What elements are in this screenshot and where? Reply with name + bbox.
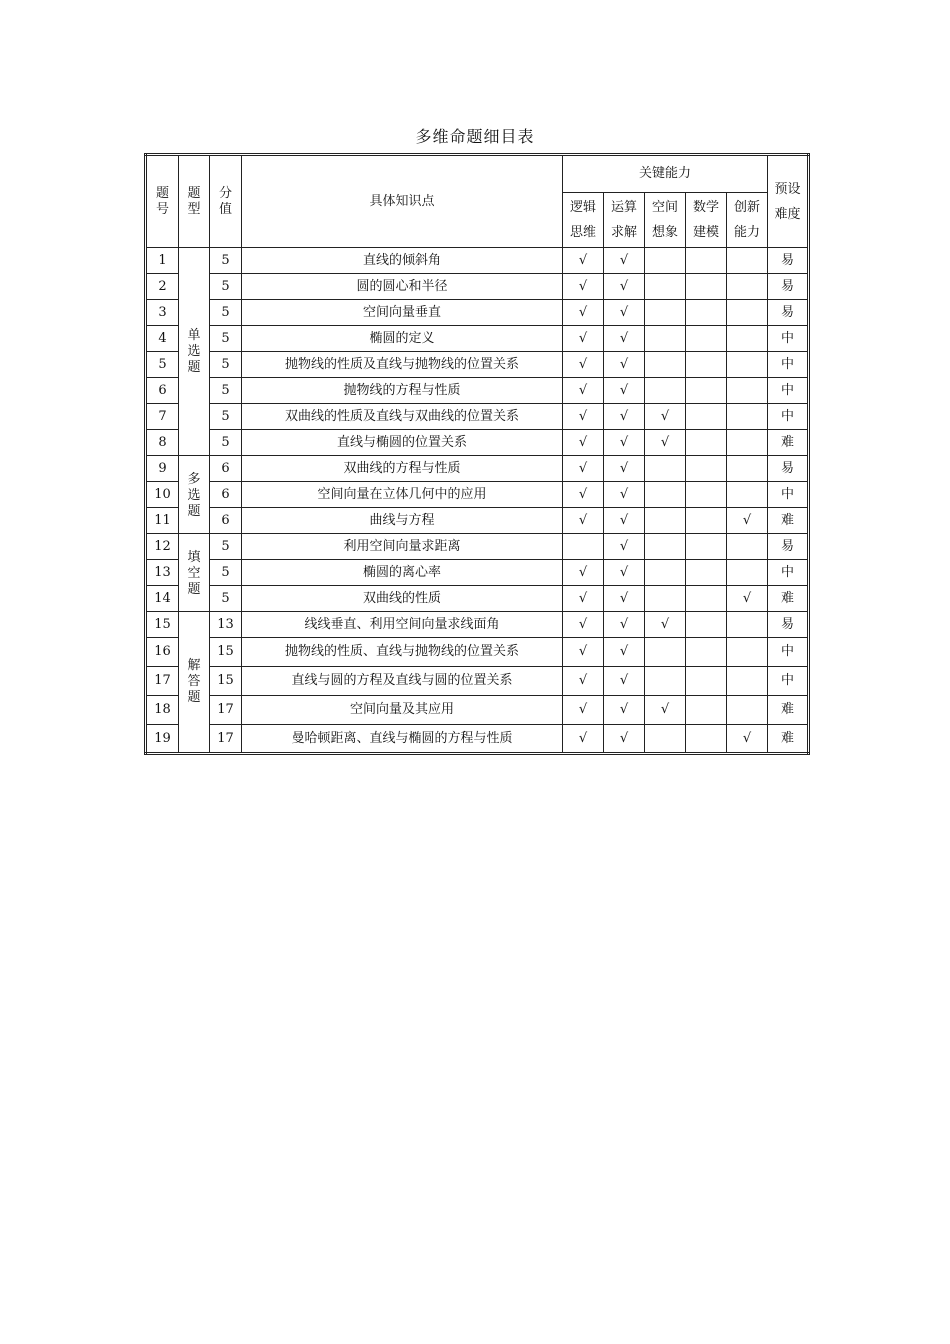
- ability-cell-logic: [563, 586, 604, 612]
- row-difficulty: 中: [768, 326, 809, 352]
- row-difficulty: 中: [768, 404, 809, 430]
- row-number: 8: [146, 430, 179, 456]
- check-mark: √: [619, 408, 629, 424]
- row-knowledge: 双曲线的性质及直线与双曲线的位置关系: [242, 404, 563, 430]
- ability-cell-model: [686, 560, 727, 586]
- check-mark: √: [742, 730, 752, 746]
- row-knowledge: 双曲线的性质: [242, 586, 563, 612]
- ability-cell-innov: [727, 404, 768, 430]
- header-knowledge: 具体知识点: [242, 155, 563, 248]
- ability-cell-logic: [563, 725, 604, 754]
- row-number: 14: [146, 586, 179, 612]
- table-row: [146, 696, 809, 725]
- row-number: 1: [146, 248, 179, 274]
- ability-cell-logic: [563, 612, 604, 638]
- check-mark: √: [578, 460, 588, 476]
- ability-cell-space: [645, 300, 686, 326]
- ability-cell-model: [686, 326, 727, 352]
- row-number: 16: [146, 638, 179, 667]
- check-mark: √: [660, 408, 670, 424]
- ability-cell-innov: [727, 430, 768, 456]
- ability-cell-calc: [604, 248, 645, 274]
- ability-cell-space: [645, 456, 686, 482]
- row-difficulty: 难: [768, 508, 809, 534]
- ability-cell-model: [686, 612, 727, 638]
- ability-cell-model: [686, 274, 727, 300]
- ability-cell-logic: [563, 300, 604, 326]
- ability-cell-calc: [604, 352, 645, 378]
- table-row: [146, 404, 809, 430]
- check-mark: √: [578, 330, 588, 346]
- row-score: 5: [210, 404, 242, 430]
- header-score: 分值: [210, 155, 242, 248]
- row-score: 5: [210, 352, 242, 378]
- ability-cell-calc: [604, 300, 645, 326]
- check-mark: √: [619, 702, 629, 718]
- ability-cell-space: [645, 696, 686, 725]
- check-mark: √: [619, 538, 629, 554]
- ability-cell-innov: [727, 456, 768, 482]
- row-score: 5: [210, 300, 242, 326]
- check-mark: √: [578, 278, 588, 294]
- check-mark: √: [578, 730, 588, 746]
- ability-cell-innov: [727, 326, 768, 352]
- row-score: 6: [210, 482, 242, 508]
- check-mark: √: [742, 512, 752, 528]
- row-knowledge: 直线的倾斜角: [242, 248, 563, 274]
- ability-cell-model: [686, 300, 727, 326]
- row-number: 7: [146, 404, 179, 430]
- ability-cell-space: [645, 326, 686, 352]
- ability-cell-calc: [604, 508, 645, 534]
- ability-cell-calc: [604, 638, 645, 667]
- ability-cell-calc: [604, 612, 645, 638]
- page-title: 多维命题细目表: [415, 127, 535, 146]
- ability-cell-calc: [604, 404, 645, 430]
- ability-cell-calc: [604, 534, 645, 560]
- row-score: 6: [210, 456, 242, 482]
- check-mark: √: [619, 644, 629, 660]
- table-row: [146, 612, 809, 638]
- question-type: 单选题: [179, 248, 210, 456]
- check-mark: √: [619, 512, 629, 528]
- ability-cell-model: [686, 725, 727, 754]
- row-knowledge: 直线与椭圆的位置关系: [242, 430, 563, 456]
- question-type: 解答题: [179, 612, 210, 754]
- ability-cell-model: [686, 696, 727, 725]
- ability-cell-logic: [563, 508, 604, 534]
- check-mark: √: [578, 512, 588, 528]
- row-number: 9: [146, 456, 179, 482]
- row-number: 5: [146, 352, 179, 378]
- row-number: 6: [146, 378, 179, 404]
- row-number: 10: [146, 482, 179, 508]
- check-mark: √: [619, 330, 629, 346]
- table-row: [146, 300, 809, 326]
- question-type: 填空题: [179, 534, 210, 612]
- row-knowledge: 空间向量垂直: [242, 300, 563, 326]
- ability-cell-space: [645, 560, 686, 586]
- header-type: 题型: [179, 155, 210, 248]
- check-mark: √: [660, 434, 670, 450]
- ability-cell-space: [645, 404, 686, 430]
- question-type: 多选题: [179, 456, 210, 534]
- check-mark: √: [619, 673, 629, 689]
- ability-cell-innov: [727, 378, 768, 404]
- row-number: 2: [146, 274, 179, 300]
- header-ability-innov: 创新能力: [727, 193, 768, 248]
- ability-cell-space: [645, 586, 686, 612]
- row-difficulty: 难: [768, 430, 809, 456]
- ability-cell-innov: [727, 612, 768, 638]
- row-knowledge: 曲线与方程: [242, 508, 563, 534]
- row-difficulty: 难: [768, 725, 809, 754]
- row-difficulty: 难: [768, 696, 809, 725]
- header-no: 题号: [146, 155, 179, 248]
- check-mark: √: [578, 252, 588, 268]
- ability-cell-calc: [604, 456, 645, 482]
- check-mark: √: [619, 590, 629, 606]
- ability-cell-logic: [563, 430, 604, 456]
- check-mark: √: [578, 356, 588, 372]
- ability-cell-space: [645, 612, 686, 638]
- table-row: [146, 456, 809, 482]
- ability-cell-logic: [563, 560, 604, 586]
- check-mark: √: [619, 434, 629, 450]
- row-score: 6: [210, 508, 242, 534]
- ability-cell-innov: [727, 586, 768, 612]
- row-score: 15: [210, 638, 242, 667]
- ability-cell-model: [686, 508, 727, 534]
- check-mark: √: [619, 278, 629, 294]
- ability-cell-model: [686, 456, 727, 482]
- ability-cell-logic: [563, 667, 604, 696]
- ability-cell-model: [686, 534, 727, 560]
- ability-cell-innov: [727, 274, 768, 300]
- check-mark: √: [619, 486, 629, 502]
- ability-cell-model: [686, 378, 727, 404]
- table-row: [146, 560, 809, 586]
- check-mark: √: [619, 616, 629, 632]
- ability-cell-calc: [604, 274, 645, 300]
- table-row: [146, 274, 809, 300]
- ability-cell-calc: [604, 430, 645, 456]
- check-mark: √: [578, 304, 588, 320]
- ability-cell-calc: [604, 560, 645, 586]
- row-score: 5: [210, 326, 242, 352]
- row-number: 17: [146, 667, 179, 696]
- ability-cell-innov: [727, 534, 768, 560]
- row-knowledge: 抛物线的性质及直线与抛物线的位置关系: [242, 352, 563, 378]
- row-score: 5: [210, 378, 242, 404]
- ability-cell-innov: [727, 725, 768, 754]
- row-number: 3: [146, 300, 179, 326]
- row-difficulty: 易: [768, 612, 809, 638]
- row-score: 5: [210, 534, 242, 560]
- ability-cell-innov: [727, 352, 768, 378]
- ability-cell-calc: [604, 586, 645, 612]
- table-row: [146, 430, 809, 456]
- check-mark: √: [578, 564, 588, 580]
- row-number: 11: [146, 508, 179, 534]
- ability-cell-space: [645, 508, 686, 534]
- check-mark: √: [619, 564, 629, 580]
- row-number: 18: [146, 696, 179, 725]
- check-mark: √: [578, 486, 588, 502]
- ability-cell-space: [645, 274, 686, 300]
- row-knowledge: 空间向量及其应用: [242, 696, 563, 725]
- row-score: 15: [210, 667, 242, 696]
- ability-cell-logic: [563, 482, 604, 508]
- row-difficulty: 中: [768, 638, 809, 667]
- ability-cell-model: [686, 404, 727, 430]
- header-ability-space: 空间想象: [645, 193, 686, 248]
- table-row: [146, 638, 809, 667]
- ability-cell-space: [645, 667, 686, 696]
- row-difficulty: 易: [768, 248, 809, 274]
- row-difficulty: 难: [768, 586, 809, 612]
- ability-cell-logic: [563, 696, 604, 725]
- ability-cell-calc: [604, 378, 645, 404]
- row-knowledge: 圆的圆心和半径: [242, 274, 563, 300]
- row-knowledge: 抛物线的方程与性质: [242, 378, 563, 404]
- ability-cell-logic: [563, 248, 604, 274]
- row-knowledge: 利用空间向量求距离: [242, 534, 563, 560]
- row-knowledge: 抛物线的性质、直线与抛物线的位置关系: [242, 638, 563, 667]
- ability-cell-space: [645, 725, 686, 754]
- ability-cell-innov: [727, 638, 768, 667]
- specification-table: [144, 153, 810, 755]
- ability-cell-space: [645, 248, 686, 274]
- table-row: [146, 508, 809, 534]
- table-row: [146, 534, 809, 560]
- table-row: [146, 667, 809, 696]
- row-number: 12: [146, 534, 179, 560]
- ability-cell-logic: [563, 456, 604, 482]
- row-difficulty: 易: [768, 300, 809, 326]
- row-knowledge: 空间向量在立体几何中的应用: [242, 482, 563, 508]
- check-mark: √: [578, 434, 588, 450]
- ability-cell-innov: [727, 248, 768, 274]
- check-mark: √: [578, 382, 588, 398]
- ability-cell-logic: [563, 326, 604, 352]
- row-difficulty: 中: [768, 667, 809, 696]
- ability-cell-logic: [563, 404, 604, 430]
- ability-cell-logic: [563, 352, 604, 378]
- row-difficulty: 中: [768, 560, 809, 586]
- header-ability-logic: 逻辑思维: [563, 193, 604, 248]
- table-row: [146, 378, 809, 404]
- ability-cell-innov: [727, 482, 768, 508]
- header-difficulty: 预设难度: [768, 155, 809, 248]
- ability-cell-calc: [604, 696, 645, 725]
- ability-cell-model: [686, 482, 727, 508]
- ability-cell-model: [686, 248, 727, 274]
- row-number: 15: [146, 612, 179, 638]
- check-mark: √: [619, 460, 629, 476]
- table-row: [146, 725, 809, 754]
- row-difficulty: 易: [768, 274, 809, 300]
- ability-cell-calc: [604, 326, 645, 352]
- row-difficulty: 中: [768, 482, 809, 508]
- ability-cell-logic: [563, 378, 604, 404]
- check-mark: √: [578, 590, 588, 606]
- ability-cell-innov: [727, 508, 768, 534]
- row-score: 5: [210, 560, 242, 586]
- table-row: [146, 482, 809, 508]
- row-difficulty: 易: [768, 534, 809, 560]
- table-row: [146, 326, 809, 352]
- ability-cell-model: [686, 667, 727, 696]
- table-row: [146, 586, 809, 612]
- ability-cell-logic: [563, 534, 604, 560]
- ability-cell-calc: [604, 725, 645, 754]
- row-number: 19: [146, 725, 179, 754]
- check-mark: √: [578, 702, 588, 718]
- check-mark: √: [578, 616, 588, 632]
- check-mark: √: [578, 644, 588, 660]
- row-difficulty: 中: [768, 378, 809, 404]
- ability-cell-space: [645, 378, 686, 404]
- ability-cell-innov: [727, 667, 768, 696]
- ability-cell-model: [686, 352, 727, 378]
- header-ability-calc: 运算求解: [604, 193, 645, 248]
- check-mark: √: [742, 590, 752, 606]
- check-mark: √: [619, 356, 629, 372]
- ability-cell-model: [686, 430, 727, 456]
- row-difficulty: 易: [768, 456, 809, 482]
- row-score: 17: [210, 725, 242, 754]
- row-score: 5: [210, 586, 242, 612]
- header-ability-group: 关键能力: [563, 155, 768, 193]
- ability-cell-logic: [563, 638, 604, 667]
- ability-cell-space: [645, 534, 686, 560]
- check-mark: √: [619, 252, 629, 268]
- check-mark: √: [619, 730, 629, 746]
- ability-cell-space: [645, 482, 686, 508]
- check-mark: √: [619, 382, 629, 398]
- check-mark: √: [660, 616, 670, 632]
- ability-cell-model: [686, 638, 727, 667]
- row-number: 4: [146, 326, 179, 352]
- row-knowledge: 椭圆的定义: [242, 326, 563, 352]
- row-score: 5: [210, 248, 242, 274]
- table-row: [146, 248, 809, 274]
- ability-cell-innov: [727, 696, 768, 725]
- check-mark: √: [619, 304, 629, 320]
- row-difficulty: 中: [768, 352, 809, 378]
- row-knowledge: 直线与圆的方程及直线与圆的位置关系: [242, 667, 563, 696]
- row-score: 17: [210, 696, 242, 725]
- ability-cell-model: [686, 586, 727, 612]
- row-knowledge: 椭圆的离心率: [242, 560, 563, 586]
- row-score: 5: [210, 274, 242, 300]
- ability-cell-innov: [727, 560, 768, 586]
- row-number: 13: [146, 560, 179, 586]
- row-knowledge: 双曲线的方程与性质: [242, 456, 563, 482]
- row-score: 13: [210, 612, 242, 638]
- ability-cell-calc: [604, 667, 645, 696]
- check-mark: √: [578, 673, 588, 689]
- row-knowledge: 线线垂直、利用空间向量求线面角: [242, 612, 563, 638]
- row-knowledge: 曼哈顿距离、直线与椭圆的方程与性质: [242, 725, 563, 754]
- ability-cell-space: [645, 352, 686, 378]
- header-ability-model: 数学建模: [686, 193, 727, 248]
- ability-cell-calc: [604, 482, 645, 508]
- ability-cell-space: [645, 430, 686, 456]
- ability-cell-logic: [563, 274, 604, 300]
- row-score: 5: [210, 430, 242, 456]
- ability-cell-space: [645, 638, 686, 667]
- table-row: [146, 352, 809, 378]
- check-mark: √: [578, 408, 588, 424]
- check-mark: √: [660, 702, 670, 718]
- ability-cell-innov: [727, 300, 768, 326]
